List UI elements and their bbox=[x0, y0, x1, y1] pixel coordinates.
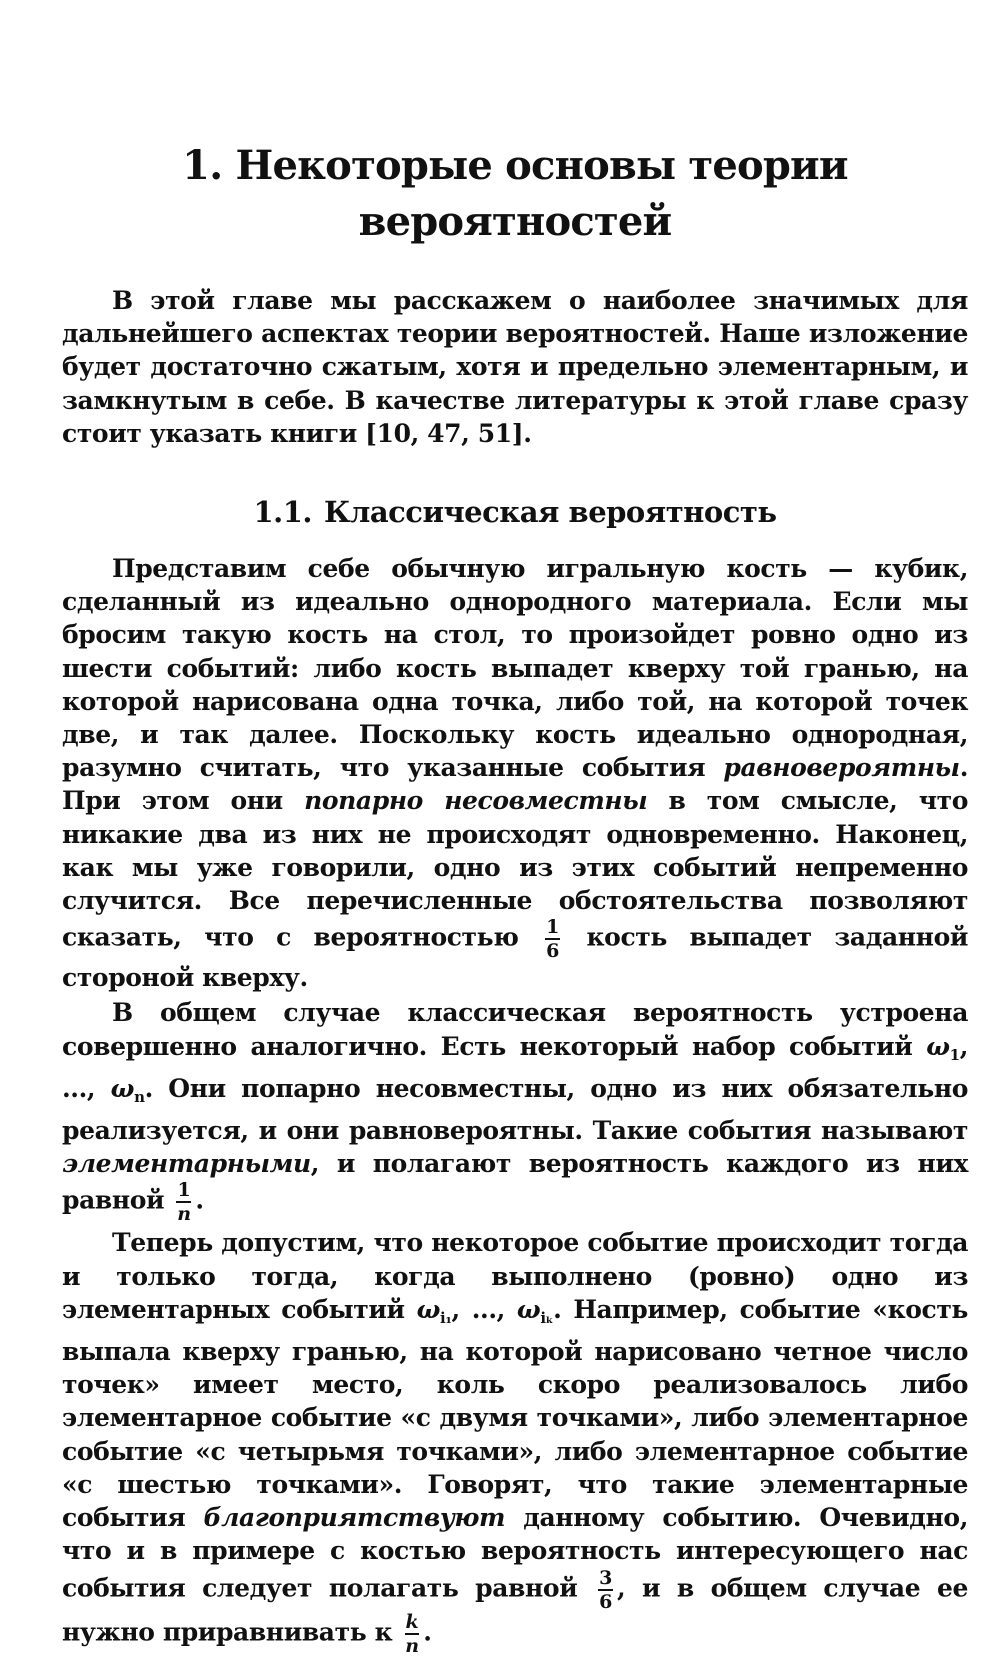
p3-text-5: . bbox=[423, 1617, 432, 1646]
chapter-title-line-1: 1. Некоторые основы теории bbox=[182, 142, 848, 189]
section-title bbox=[62, 492, 968, 532]
fraction-numerator: k bbox=[405, 1610, 419, 1633]
ellipsis: , ..., bbox=[62, 1031, 968, 1103]
p2-text-1: В общем случае классическая вероятность устроена совершенно аналогично. Есть некоторый набор событий bbox=[62, 998, 968, 1061]
fraction-numerator: 3 bbox=[599, 1566, 612, 1589]
paragraph-general-case bbox=[62, 996, 968, 1224]
p2-text-2: . Они попарно несовместны, одно из них обязательно реализуется, и они равновероятны. Такие события называют bbox=[62, 1073, 968, 1146]
p1-text-4: кость выпадет заданной стороной кверху. bbox=[62, 922, 968, 993]
omega-subscript-n: n bbox=[134, 1087, 145, 1106]
chapter-title-line-2: вероятностей bbox=[358, 198, 672, 245]
intro-paragraph: В этой главе мы расскажем о наиболее значимых для дальнейшего аспектах теории вероятностей. Наше изложение будет достаточно сжатым, хотя и предельно элементарным, и замкнутым в себе. В качестве литературы к этой главе сразу стоит указать книги [10, 47, 51]. bbox=[62, 286, 968, 448]
omega-symbol: ω bbox=[926, 1031, 950, 1061]
p3-text-1: Теперь допустим, что некоторое событие происходит тогда и только тогда, когда выполнено (ровно) одно из элементарных событий bbox=[62, 1228, 968, 1324]
p1-text-3: в том смысле, что никакие два из них не происходят одновременно. Наконец, как мы уже говорили, одно из этих событий непременно случится. Все перечисленные обстоятельства позволяют сказать, что с вероятностью bbox=[62, 786, 968, 952]
p1-text-1: Представим себе обычную игральную кость — кубик, сделанный из идеально однородного материала. Если мы бросим такую кость на стол, то произойдет ровно одно из шести событий: либо кость выпадет кверху той гранью, на которой нарисована одна точка, либо той, на которой точек две, и так далее. Поскольку кость идеально однородная, разумно считать, что указанные события bbox=[62, 554, 968, 783]
omega-subscript-1: 1 bbox=[949, 1045, 960, 1064]
p2-text-3: , и полагают вероятность каждого из них равной bbox=[62, 1149, 968, 1215]
fraction-numerator: 1 bbox=[177, 1179, 191, 1202]
page bbox=[62, 138, 968, 1658]
p1-emphasis-incompatible: попарно несовместны bbox=[304, 786, 648, 816]
omega-symbol: ω bbox=[516, 1294, 541, 1324]
omega-symbol: ω bbox=[416, 1294, 441, 1324]
fraction-one-over-n bbox=[176, 1180, 191, 1224]
paragraph-favorable-events bbox=[62, 1226, 968, 1655]
ellipsis: , ..., bbox=[451, 1294, 517, 1324]
omega-symbol: ω bbox=[110, 1073, 135, 1103]
omega-subscript-i1: i₁ bbox=[440, 1308, 452, 1327]
fraction-denominator: n bbox=[405, 1634, 419, 1657]
fraction-denominator: 6 bbox=[546, 940, 559, 963]
chapter-title bbox=[62, 138, 968, 250]
p3-text-4: , и в общем случае ее нужно приравнивать к bbox=[62, 1573, 969, 1646]
p2-text-4: . bbox=[195, 1185, 204, 1215]
section-number: 1.1. bbox=[253, 495, 313, 530]
omega-subscript-ik: iₖ bbox=[540, 1308, 554, 1327]
p3-emphasis-favorable: благоприятствуют bbox=[203, 1503, 506, 1533]
p3-text-2: . Например, событие «кость выпала кверху гранью, на которой нарисовано четное число точек» имеет место, коль скоро реализовалось либо элементарное событие «с двумя точками», либо элементарное событие «с четырьмя точками», либо элементарное событие «с шестью точками». Говорят, что такие элементарные события bbox=[62, 1294, 968, 1533]
fraction-denominator: 6 bbox=[599, 1590, 612, 1613]
fraction-one-sixth bbox=[545, 917, 560, 961]
paragraph-dice bbox=[62, 552, 968, 994]
section-title-text: Классическая вероятность bbox=[324, 495, 777, 530]
p3-text-3: данному событию. Очевидно, что и в примере с костью вероятность интересующего нас события следует полагать равной bbox=[62, 1503, 969, 1602]
fraction-three-sixths bbox=[598, 1568, 613, 1612]
p2-emphasis-elementary: элементарными bbox=[62, 1149, 311, 1179]
p1-text-2: . При этом они bbox=[62, 753, 968, 816]
fraction-k-over-n bbox=[405, 1612, 420, 1656]
fraction-denominator: n bbox=[177, 1203, 191, 1226]
p1-emphasis-equiprobable: равновероятны bbox=[723, 753, 960, 783]
fraction-numerator: 1 bbox=[546, 916, 559, 939]
